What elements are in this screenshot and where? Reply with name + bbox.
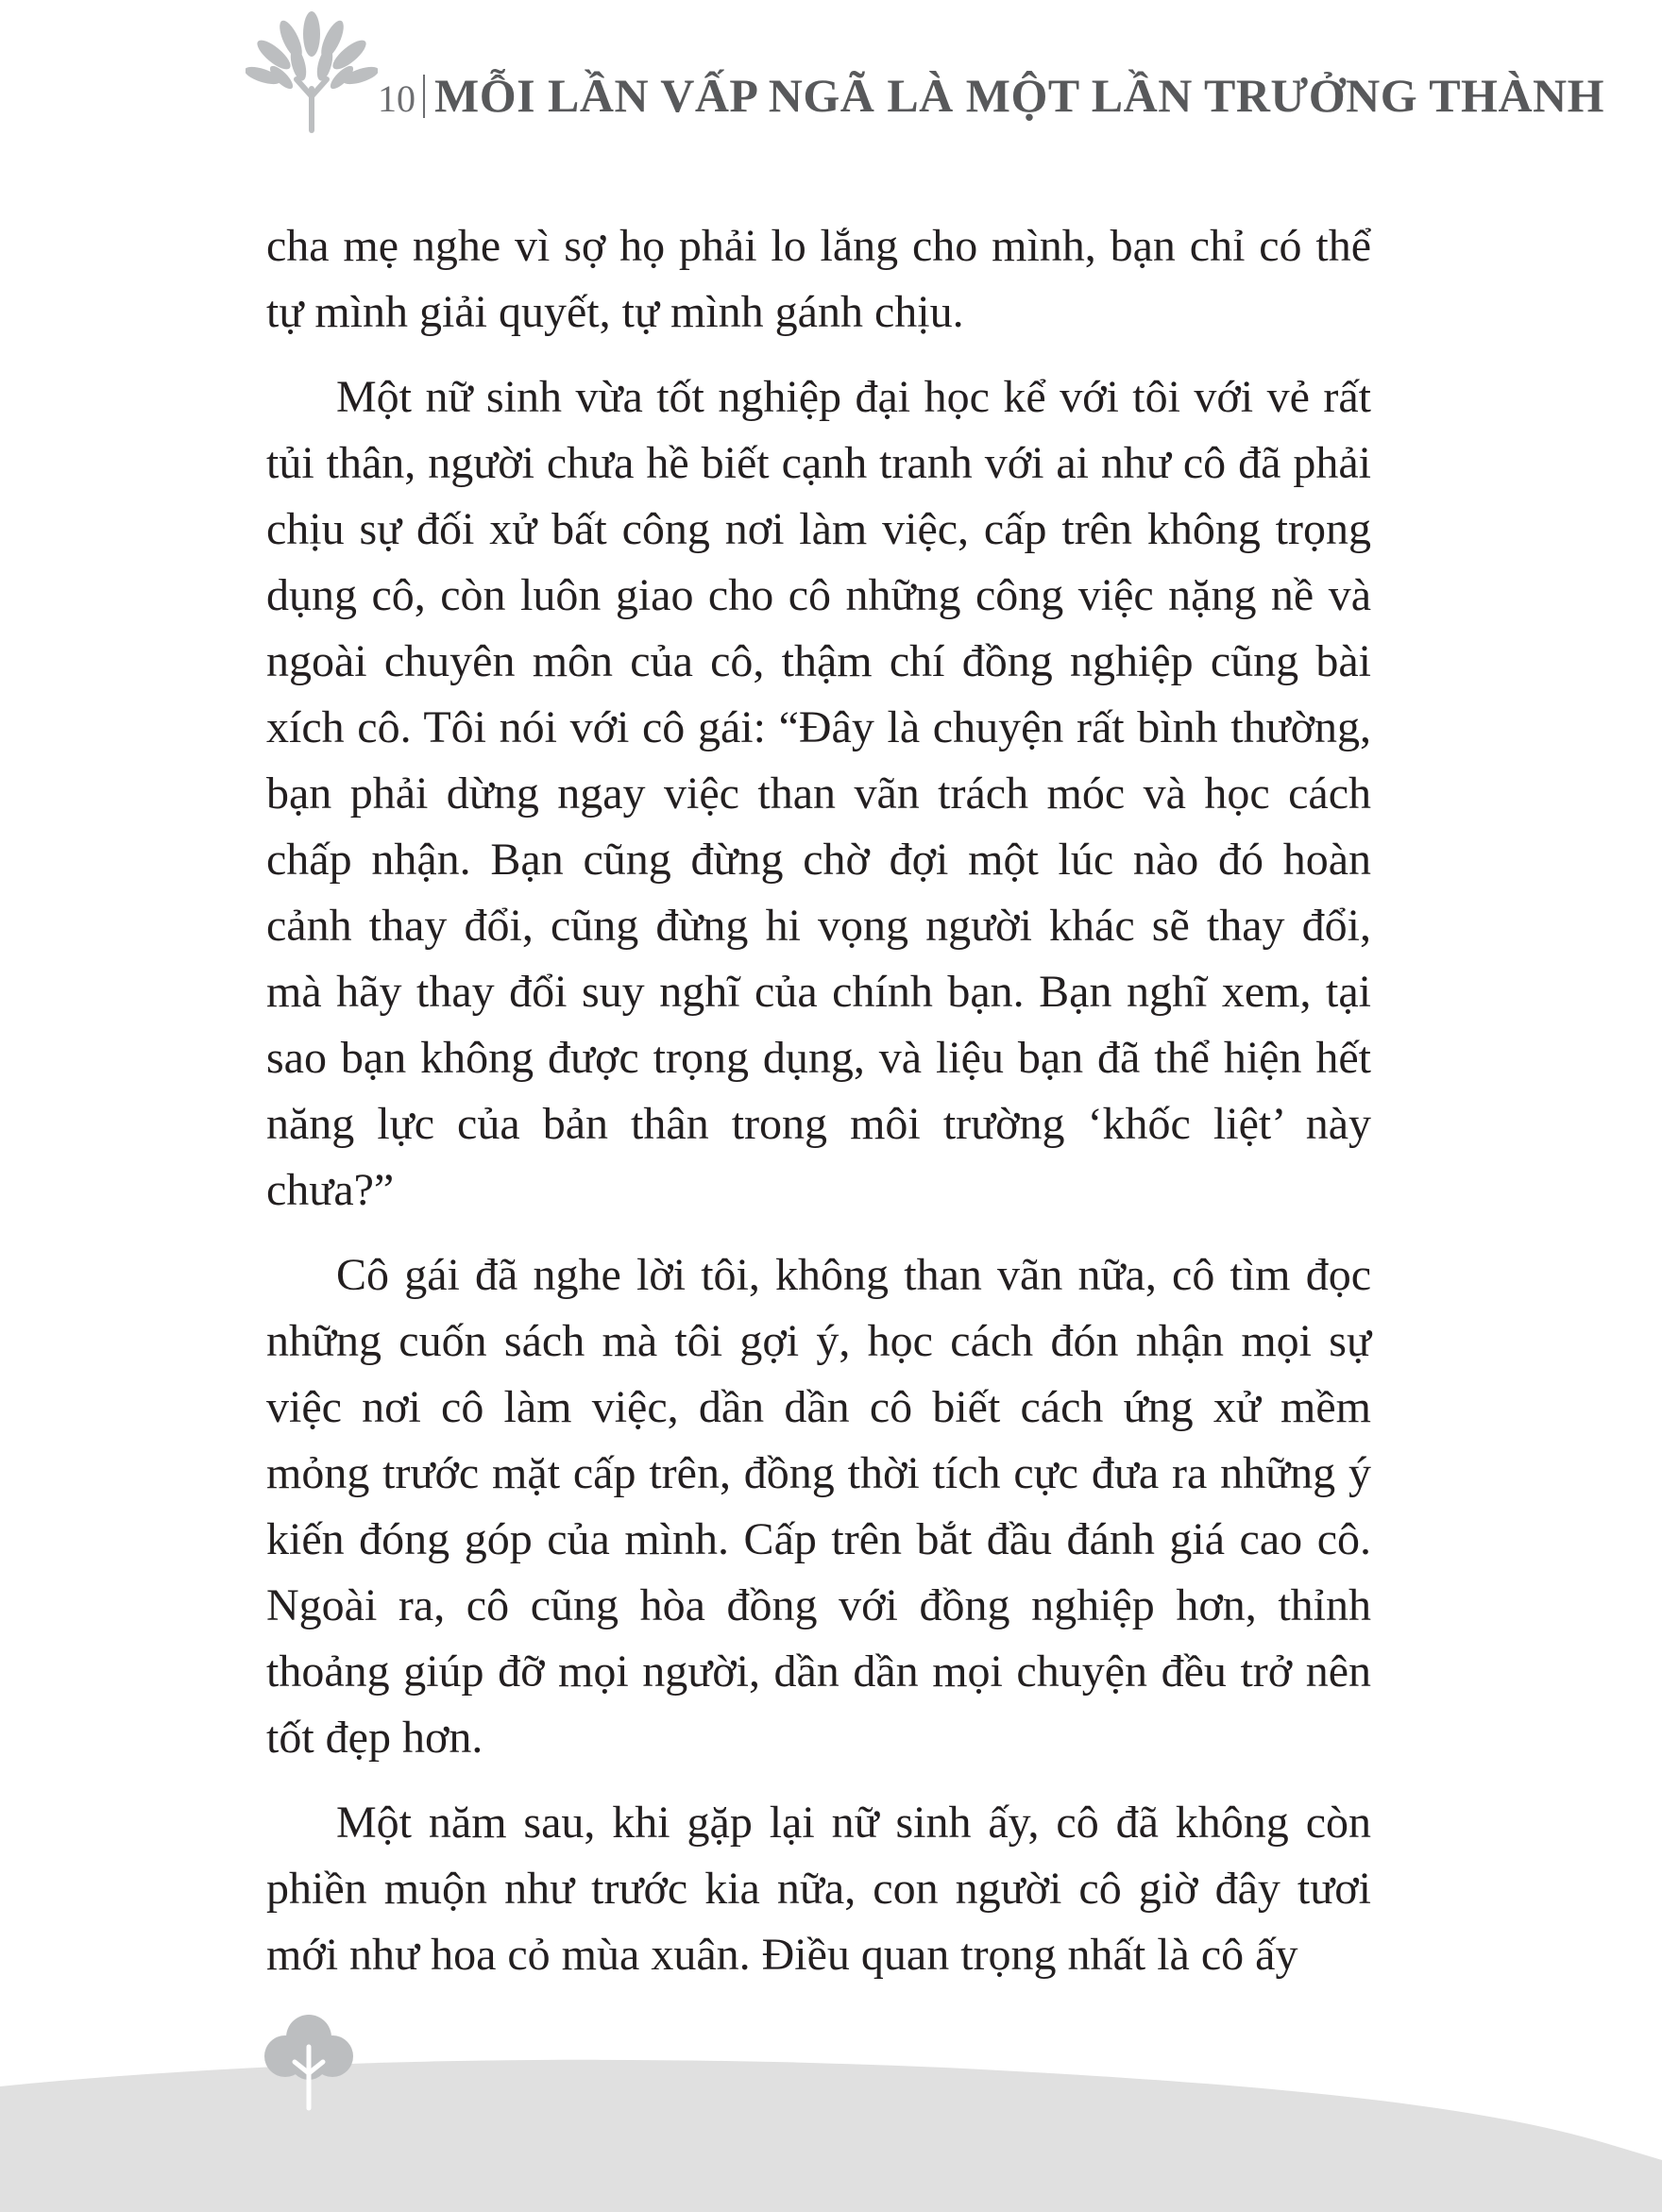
header-divider — [423, 75, 425, 118]
paragraph-3: Cô gái đã nghe lời tôi, không than vãn nữa, cô tìm đọc những cuốn sách mà tôi gợi ý, học cách đón nhận mọi sự việc nơi cô làm việc, dần dần cô biết cách ứng xử mềm mỏng trước mặt cấp trên, đồng thời tích cực đưa ra những ý kiến đóng góp của mình. Cấp trên bắt đầu đánh giá cao cô. Ngoài ra, cô cũng hòa đồng với đồng nghiệp hơn, thỉnh thoảng giúp đỡ mọi người, dần dần mọi chuyện đều trở nên tốt đẹp hơn. — [266, 1250, 1371, 1763]
footer-wave-decoration — [0, 2049, 1662, 2212]
paragraph-4: Một năm sau, khi gặp lại nữ sinh ấy, cô đã không còn phiền muộn như trước kia nữa, con người cô giờ đây tươi mới như hoa cỏ mùa xuân. Điều quan trọng nhất là cô ấy — [266, 1798, 1371, 1980]
tree-icon — [246, 6, 378, 138]
running-head — [378, 68, 1604, 125]
paragraph-2: Một nữ sinh vừa tốt nghiệp đại học kể với tôi với vẻ rất tủi thân, người chưa hề biết cạnh tranh với ai như cô đã phải chịu sự đối xử bất công nơi làm việc, cấp trên không trọng dụng cô, còn luôn giao cho cô những công việc nặng nề và ngoài chuyên môn của cô, thậm chí đồng nghiệp cũng bài xích cô. Tôi nói với cô gái: “Đây là chuyện rất bình thường, bạn phải dừng ngay việc than vãn trách móc và học cách chấp nhận. Bạn cũng đừng chờ đợi một lúc nào đó hoàn cảnh thay đổi, cũng đừng hi vọng người khác sẽ thay đổi, mà hãy thay đổi suy nghĩ của chính bạn. Bạn nghĩ xem, tại sao bạn không được trọng dụng, và liệu bạn đã thể hiện hết năng lực của bản thân trong môi trường ‘khốc liệt’ này chưa?” — [266, 372, 1371, 1215]
book-title: MỖI LẦN VẤP NGÃ LÀ MỘT LẦN TRƯỞNG THÀNH — [434, 69, 1605, 122]
page-number: 10 — [378, 77, 416, 120]
paragraph-1: cha mẹ nghe vì sợ họ phải lo lắng cho mình, bạn chỉ có thể tự mình giải quyết, tự mình gánh chịu. — [266, 221, 1371, 337]
small-tree-icon — [257, 2009, 361, 2113]
running-header — [246, 0, 1605, 189]
page-body — [266, 213, 1371, 2007]
